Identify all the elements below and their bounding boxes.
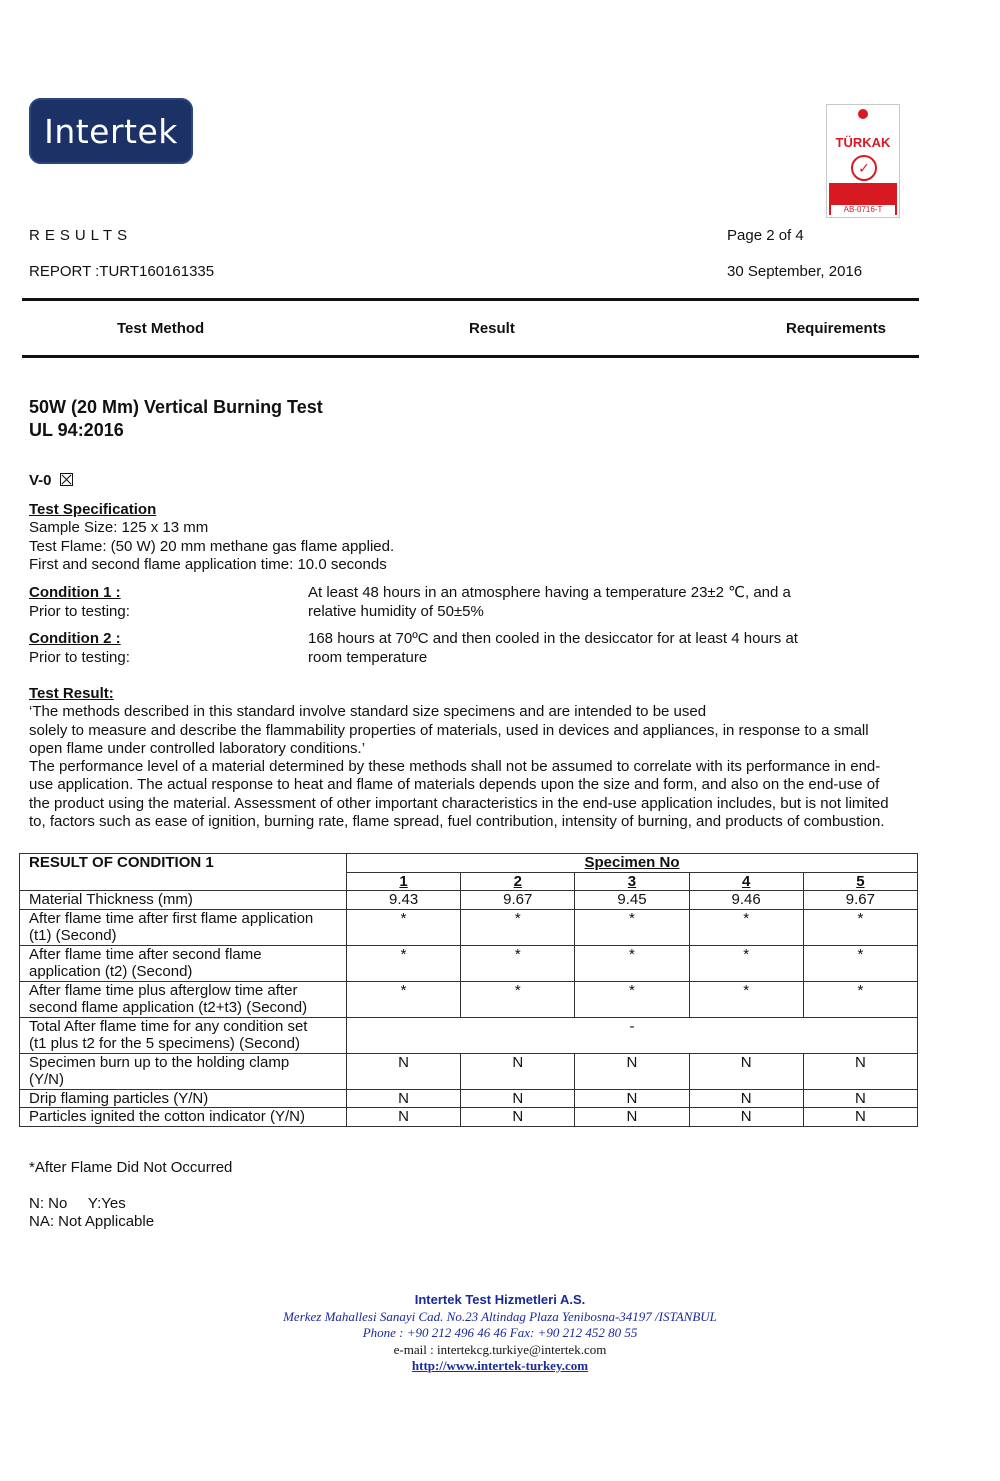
specification-heading: Test Specification <box>29 501 157 518</box>
cell: N <box>803 1053 917 1089</box>
row-label-line: (t1) (Second) <box>29 927 117 944</box>
specimen-number: 2 <box>461 872 575 891</box>
specimen-header: Specimen No <box>347 854 918 873</box>
cell: 9.46 <box>689 891 803 910</box>
column-test-method: Test Method <box>117 320 205 337</box>
page-number: Page 2 of 4 <box>727 227 804 244</box>
cell: 9.45 <box>575 891 689 910</box>
row-label-line: After flame time after first flame application <box>29 909 314 927</box>
row-label: Drip flaming particles (Y/N) <box>20 1089 347 1108</box>
table-row <box>20 1089 918 1108</box>
seal-code: AB-0716-T <box>831 205 895 215</box>
cell: * <box>461 981 575 1017</box>
test-specification <box>29 501 394 574</box>
cell: * <box>689 945 803 981</box>
column-result: Result <box>469 320 515 337</box>
spec-line: Sample Size: 125 x 13 mm <box>29 519 209 537</box>
specimen-number: 1 <box>347 872 461 891</box>
report-number: REPORT :TURT160161335 <box>29 263 215 280</box>
footer-company: Intertek Test Hizmetleri A.S. <box>414 1292 586 1307</box>
cell: * <box>575 909 689 945</box>
spec-line: First and second flame application time: 10.0 seconds <box>29 555 387 573</box>
row-label-line: (t1 plus t2 for the 5 specimens) (Second) <box>29 1035 300 1052</box>
cell: N <box>461 1108 575 1127</box>
condition-heading: Condition 2 : <box>29 630 121 647</box>
seal-emblem-icon <box>858 109 868 119</box>
result-line: solely to measure and describe the flammability properties of materials, used in devices and appliances, in response to a small <box>29 721 869 739</box>
row-label-line: (Y/N) <box>29 1071 64 1088</box>
test-result-heading: Test Result: <box>29 685 114 702</box>
cell: N <box>575 1108 689 1127</box>
row-label-line: Total After flame time for any condition set <box>29 1017 308 1035</box>
test-standard: UL 94:2016 <box>29 420 124 440</box>
table-row <box>20 945 918 981</box>
condition-2-label <box>29 630 130 667</box>
condition-line: relative humidity of 50±5% <box>308 602 484 620</box>
row-label <box>20 981 347 1017</box>
test-title-line1: 50W (20 Mm) Vertical Burning Test <box>29 397 323 417</box>
column-requirements: Requirements <box>786 320 887 337</box>
table-row <box>20 891 918 910</box>
cell: N <box>689 1108 803 1127</box>
cell: * <box>347 981 461 1017</box>
footer <box>150 1292 850 1375</box>
results-label: RESULTS <box>29 227 133 244</box>
condition-2-text <box>308 630 798 667</box>
cell: N <box>461 1089 575 1108</box>
specimen-number: 3 <box>575 872 689 891</box>
cell: N <box>461 1053 575 1089</box>
row-label-line: second flame application (t2+t3) (Second) <box>29 999 308 1016</box>
condition-line: room temperature <box>308 648 428 666</box>
result-line: The performance level of a material determined by these methods shall not be assumed to correlate with its performance in end- <box>29 758 881 776</box>
cell: * <box>803 909 917 945</box>
cell: N <box>689 1053 803 1089</box>
result-line: to, factors such as ease of ignition, burning rate, flame spread, fuel contribution, intensity of burning, and products of combustion. <box>29 813 885 831</box>
condition-1-text <box>308 584 791 621</box>
header-rule-bottom <box>22 355 919 358</box>
row-label <box>20 1017 347 1053</box>
cell: 9.43 <box>347 891 461 910</box>
legend-na: NA: Not Applicable <box>29 1213 155 1230</box>
rating <box>29 472 73 489</box>
row-label-line: Specimen burn up to the holding clamp <box>29 1053 290 1071</box>
table-row <box>20 854 918 873</box>
condition-line: At least 48 hours in an atmosphere having a temperature 23±2 ℃, and a <box>308 584 791 601</box>
row-label: Particles ignited the cotton indicator (Y/N) <box>20 1108 347 1127</box>
table-row <box>20 1017 918 1053</box>
turkak-accreditation-seal <box>826 104 900 218</box>
row-label-line: After flame time plus afterglow time after <box>29 981 298 999</box>
cell: N <box>347 1089 461 1108</box>
cell: - <box>347 1017 918 1053</box>
specimen-number: 5 <box>803 872 917 891</box>
table-row <box>20 1053 918 1089</box>
header-rule-top <box>22 298 919 301</box>
test-title <box>29 396 323 442</box>
footer-email: e-mail : intertekcg.turkiye@intertek.com <box>393 1341 607 1357</box>
condition-1-label <box>29 584 130 621</box>
results-table <box>19 853 918 1127</box>
cell: N <box>803 1089 917 1108</box>
cell: N <box>347 1108 461 1127</box>
cell: N <box>689 1089 803 1108</box>
seal-name: TÜRKAK <box>835 135 891 150</box>
footer-url-link[interactable]: http://www.intertek-turkey.com <box>411 1358 589 1373</box>
footer-phone: Phone : +90 212 496 46 46 Fax: +90 212 452 80 55 <box>362 1325 638 1340</box>
spec-line: Test Flame: (50 W) 20 mm methane gas flame applied. <box>29 537 395 555</box>
cell: * <box>575 945 689 981</box>
row-label <box>20 909 347 945</box>
table-row <box>20 1108 918 1127</box>
cell: * <box>689 909 803 945</box>
report-date: 30 September, 2016 <box>727 263 863 280</box>
condition-heading: Condition 1 : <box>29 584 121 601</box>
row-label: Material Thickness (mm) <box>20 891 347 910</box>
result-line: the product using the material. Assessment of other important characteristics in the end-use application includes, but is not limited <box>29 794 889 812</box>
table-title: RESULT OF CONDITION 1 <box>20 854 347 891</box>
cell: N <box>575 1089 689 1108</box>
footer-address: Merkez Mahallesi Sanayi Cad. No.23 Altindag Plaza Yenibosna-34197 /ISTANBUL <box>283 1308 717 1324</box>
cell: N <box>575 1053 689 1089</box>
rating-label: V-0 <box>29 472 52 489</box>
row-label <box>20 945 347 981</box>
row-label-line: application (t2) (Second) <box>29 963 193 980</box>
cell: N <box>347 1053 461 1089</box>
condition-prior-label: Prior to testing: <box>29 602 130 620</box>
condition-line: 168 hours at 70ºC and then cooled in the desiccator for at least 4 hours at <box>308 630 798 647</box>
result-line: open flame under controlled laboratory conditions.’ <box>29 739 366 757</box>
cell: * <box>575 981 689 1017</box>
legend-yes-no: N: No Y:Yes <box>29 1195 126 1212</box>
cell: * <box>803 945 917 981</box>
cell: * <box>803 981 917 1017</box>
condition-prior-label: Prior to testing: <box>29 648 130 666</box>
result-line: use application. The actual response to heat and flame of materials depends upon the size and form, and also on the end-use of <box>29 776 880 794</box>
legend <box>29 1195 154 1231</box>
cell: 9.67 <box>803 891 917 910</box>
row-label-line: After flame time after second flame <box>29 945 262 963</box>
cell: 9.67 <box>461 891 575 910</box>
table-row <box>20 909 918 945</box>
result-line: ‘The methods described in this standard involve standard size specimens and are intended to be used <box>29 703 707 721</box>
checked-box-icon <box>60 473 73 486</box>
cell: * <box>347 945 461 981</box>
cell: * <box>461 945 575 981</box>
cell: * <box>347 909 461 945</box>
check-icon: ✓ <box>851 155 877 181</box>
table-row <box>20 981 918 1017</box>
intertek-logo: Intertek <box>29 98 193 164</box>
cell: * <box>689 981 803 1017</box>
row-label <box>20 1053 347 1089</box>
cell: N <box>803 1108 917 1127</box>
after-flame-note: *After Flame Did Not Occurred <box>29 1159 233 1176</box>
test-result <box>29 685 949 831</box>
specimen-number: 4 <box>689 872 803 891</box>
cell: * <box>461 909 575 945</box>
